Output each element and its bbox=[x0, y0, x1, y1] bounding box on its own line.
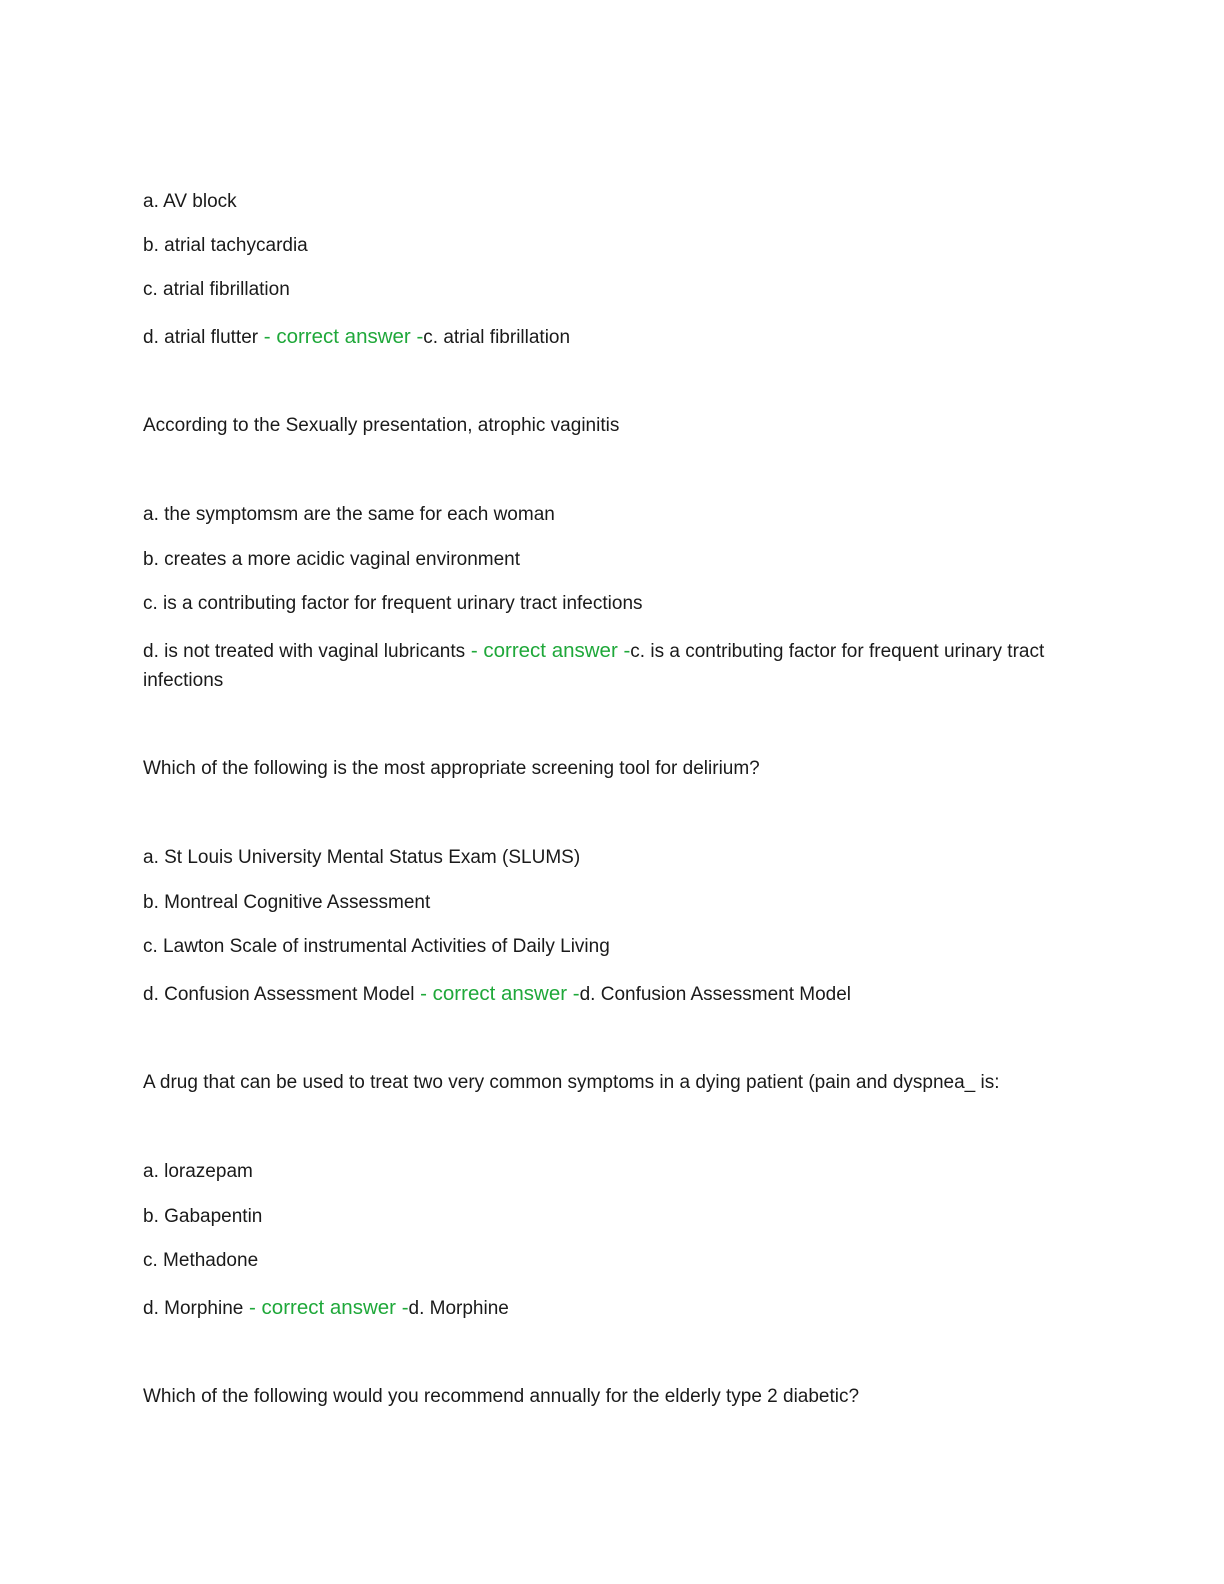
q1-option-a: a. AV block bbox=[143, 191, 237, 212]
q2-option-a: a. the symptomsm are the same for each woman bbox=[143, 504, 555, 525]
q4-correct-answer-marker: - correct answer - bbox=[243, 1296, 409, 1319]
q3-option-b: b. Montreal Cognitive Assessment bbox=[143, 892, 431, 913]
q2-answer: c. is a contributing factor for frequent urinary tract infections bbox=[143, 641, 1045, 691]
q2-option-c: c. is a contributing factor for frequent urinary tract infections bbox=[143, 593, 643, 614]
q2-correct-answer-marker: - correct answer - bbox=[465, 639, 631, 662]
q1-option-c: c. atrial fibrillation bbox=[143, 279, 290, 300]
q4-option-d-text: d. Morphine bbox=[143, 1298, 244, 1319]
q4-option-a: a. lorazepam bbox=[143, 1161, 253, 1182]
q1-answer: c. atrial fibrillation bbox=[423, 327, 571, 348]
q2-option-d bbox=[143, 636, 1083, 695]
q5-question: Which of the following would you recommend annually for the elderly type 2 diabetic? bbox=[143, 1386, 860, 1407]
q2-option-d-text: d. is not treated with vaginal lubricants bbox=[143, 641, 466, 662]
q3-option-d bbox=[143, 979, 851, 1009]
q4-answer: d. Morphine bbox=[408, 1298, 509, 1319]
q3-answer: d. Confusion Assessment Model bbox=[579, 984, 852, 1005]
q1-option-d-text: d. atrial flutter bbox=[143, 327, 259, 348]
q2-option-b: b. creates a more acidic vaginal environment bbox=[143, 549, 521, 570]
q3-option-a: a. St Louis University Mental Status Exam (SLUMS) bbox=[143, 847, 581, 868]
q2-question: According to the Sexually presentation, atrophic vaginitis bbox=[143, 415, 620, 436]
q1-option-b: b. atrial tachycardia bbox=[143, 235, 308, 256]
q3-option-d-text: d. Confusion Assessment Model bbox=[143, 984, 415, 1005]
q4-question: A drug that can be used to treat two very common symptoms in a dying patient (pain and dyspnea_ is: bbox=[143, 1072, 1000, 1093]
q4-option-b: b. Gabapentin bbox=[143, 1206, 263, 1227]
q3-correct-answer-marker: - correct answer - bbox=[414, 982, 580, 1005]
q3-option-c: c. Lawton Scale of instrumental Activities of Daily Living bbox=[143, 936, 610, 957]
q4-option-c: c. Methadone bbox=[143, 1250, 259, 1271]
q4-option-d bbox=[143, 1293, 509, 1323]
q1-option-d bbox=[143, 322, 570, 352]
q1-correct-answer-marker: - correct answer - bbox=[258, 325, 424, 348]
q3-question: Which of the following is the most appropriate screening tool for delirium? bbox=[143, 758, 760, 779]
